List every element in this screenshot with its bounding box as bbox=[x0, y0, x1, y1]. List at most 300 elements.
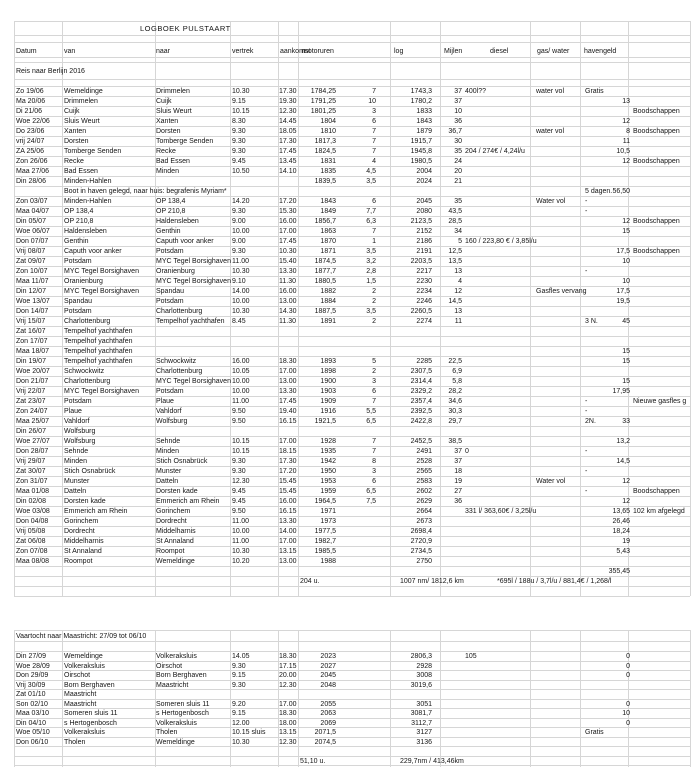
cell-datum: Zon 24/07 bbox=[16, 408, 48, 415]
cell-uren: 3 bbox=[372, 378, 376, 385]
cell-aankomst: 16.00 bbox=[279, 218, 297, 225]
table-row bbox=[14, 247, 690, 257]
cell-naar: Potsdam bbox=[156, 388, 184, 395]
column-header-van: van bbox=[64, 48, 76, 55]
table-row bbox=[14, 407, 690, 417]
cell-uren: 2 bbox=[372, 318, 376, 325]
cell-uren: 7 bbox=[372, 88, 376, 95]
cell-gaswater: Water vol bbox=[536, 478, 566, 485]
cell-motoruren: 1898 bbox=[320, 368, 336, 375]
cell-uren: 6,3 bbox=[366, 218, 376, 225]
cell-log: 2314,4 bbox=[410, 378, 432, 385]
cell-naar: Cuijk bbox=[156, 98, 172, 105]
cell-aankomst: 13.30 bbox=[279, 268, 297, 275]
cell-datum: Zat 30/07 bbox=[16, 468, 46, 475]
cell-aankomst: 20.00 bbox=[279, 672, 297, 679]
cell-vertrek: 12.00 bbox=[232, 719, 250, 727]
cell-vertrek: 14.20 bbox=[232, 198, 250, 205]
table-row bbox=[14, 207, 690, 217]
cell-diesel: 331 l/ 363,60€ / 3,25l/u bbox=[465, 508, 537, 515]
cell-naar: OP 210,8 bbox=[156, 208, 186, 215]
cell-mijlen: 22,5 bbox=[448, 358, 462, 365]
cell-van: Tempelhof yachthafen bbox=[64, 328, 133, 335]
cell-motoruren: 1856,7 bbox=[314, 218, 336, 225]
cell-van: Bad Essen bbox=[64, 168, 98, 175]
summary-row bbox=[14, 577, 690, 587]
cell-havengeld: 12 bbox=[622, 498, 630, 505]
cell-log: 2123,5 bbox=[410, 218, 432, 225]
cell-van: Plaue bbox=[64, 408, 82, 415]
cell-note: 102 km afgelegd bbox=[633, 508, 685, 515]
cell-havengeld: 0 bbox=[626, 700, 630, 708]
cell-aankomst: 18.30 bbox=[279, 653, 297, 660]
cell-motoruren: 1817,3 bbox=[314, 138, 336, 145]
table-row bbox=[14, 377, 690, 387]
cell-log: 2004 bbox=[416, 168, 432, 175]
cell-naar: Charlottenburg bbox=[156, 368, 203, 375]
cell-van: Wemeldinge bbox=[64, 653, 103, 660]
cell-van: Oirschot bbox=[64, 672, 91, 679]
cell-diesel: 0 bbox=[465, 448, 469, 455]
cell-aankomst: 14.45 bbox=[279, 118, 297, 125]
cell-aankomst: 15.40 bbox=[279, 258, 297, 265]
cell-motoruren: 1935 bbox=[320, 448, 336, 455]
cell-datum: Zo 19/06 bbox=[16, 88, 44, 95]
cell-motoruren: 2023 bbox=[320, 653, 336, 660]
table-row bbox=[14, 307, 690, 317]
cell-aankomst: 17.20 bbox=[279, 468, 297, 475]
cell-hgnote: 3 N. bbox=[585, 318, 598, 325]
cell-uren: 4,5 bbox=[366, 168, 376, 175]
cell-aankomst: 13.00 bbox=[279, 378, 297, 385]
cell-datum: Din 04/10 bbox=[16, 719, 46, 727]
cell-van: Boot in haven gelegd, naar huis: begrafenis Myriam* bbox=[64, 188, 227, 195]
cell-motoruren: 1882 bbox=[320, 288, 336, 295]
cell-naar: s Hertogenbosch bbox=[156, 710, 209, 717]
cell-van: Tempelhof yachthafen bbox=[64, 348, 133, 355]
cell-datum: Woe 05/10 bbox=[16, 729, 50, 736]
cell-vertrek: 16.00 bbox=[232, 358, 250, 365]
summary-row bbox=[14, 757, 690, 767]
cell-vertrek: 14.05 bbox=[232, 653, 250, 660]
cell-havengeld: 19,5 bbox=[616, 298, 630, 305]
cell-datum: Maa 25/07 bbox=[16, 418, 50, 425]
cell-naar: Born Berghaven bbox=[156, 672, 207, 679]
cell-datum: Woe 03/08 bbox=[16, 508, 50, 515]
cell-uren: 7 bbox=[372, 138, 376, 145]
cell-mijlen: 5,8 bbox=[452, 378, 462, 385]
cell-aankomst: 16.15 bbox=[279, 418, 297, 425]
cell-naar: Minden bbox=[156, 448, 179, 455]
cell-van: Charlottenburg bbox=[64, 378, 111, 385]
cell-aankomst: 15.45 bbox=[279, 488, 297, 495]
cell-vertrek: 9.45 bbox=[232, 158, 246, 165]
cell-vertrek: 10.00 bbox=[232, 298, 250, 305]
table-row bbox=[14, 267, 690, 277]
table-row bbox=[14, 567, 690, 577]
cell-havengeld: 355,45 bbox=[608, 568, 630, 575]
cell-van: Tempelhof yachthafen bbox=[64, 338, 133, 345]
cell-naar: Tempelhof yachthafen bbox=[156, 318, 225, 325]
cell-naar: Potsdam bbox=[156, 248, 184, 255]
cell-naar: Wemeldinge bbox=[156, 558, 195, 565]
cell-mijlen: 12,5 bbox=[448, 248, 462, 255]
cell-log: 1945,8 bbox=[410, 148, 432, 155]
table-row bbox=[14, 652, 690, 662]
table-row bbox=[14, 397, 690, 407]
cell-uren: 6 bbox=[372, 388, 376, 395]
cell-van: Volkeraksluis bbox=[64, 662, 105, 670]
cell-motoruren: 1928 bbox=[320, 438, 336, 445]
cell-log: 2246 bbox=[416, 298, 432, 305]
cell-uren: 3,5 bbox=[366, 308, 376, 315]
cell-van: Oranienburg bbox=[64, 278, 103, 285]
cell-mijlen: 5 bbox=[458, 238, 462, 245]
cell-motoruren: 1903 bbox=[320, 388, 336, 395]
cell-aankomst: 11.30 bbox=[279, 318, 296, 325]
cell-hgnote: - bbox=[585, 208, 588, 215]
cell-naar: Emmerich am Rhein bbox=[156, 498, 220, 505]
table-row bbox=[14, 87, 690, 97]
cell-vertrek: 8.30 bbox=[232, 118, 246, 125]
cell-havengeld: 10 bbox=[622, 258, 630, 265]
cell-uren: 7,5 bbox=[366, 498, 376, 505]
table-row bbox=[14, 467, 690, 477]
cell-uren: 7 bbox=[372, 148, 376, 155]
cell-havengeld: 12 bbox=[622, 478, 630, 485]
cell-naar: MYC Tegel Borsighaven bbox=[156, 258, 231, 265]
cell-datum: Din 26/07 bbox=[16, 428, 46, 435]
cell-diesel: 105 bbox=[465, 653, 477, 660]
cell-log: 2274 bbox=[416, 318, 432, 325]
cell-naar: Maastricht bbox=[156, 681, 189, 689]
cell-log: 3112,7 bbox=[411, 719, 432, 727]
cell-note: Boodschappen bbox=[633, 218, 680, 225]
blank-row bbox=[14, 747, 690, 757]
cell-uren: 3 bbox=[372, 108, 376, 115]
cell-datum: Maa 27/06 bbox=[16, 168, 50, 175]
cell-vertrek: 8.45 bbox=[232, 318, 246, 325]
cell-naar: Vahldorf bbox=[156, 408, 182, 415]
cell-log: 1780,2 bbox=[410, 98, 432, 105]
cell-motoruren: 1950 bbox=[320, 468, 336, 475]
cell-mijlen: 35 bbox=[454, 148, 462, 155]
gridline bbox=[690, 630, 691, 767]
cell-note: Boodschappen bbox=[633, 128, 680, 135]
cell-aankomst: 17.00 bbox=[279, 438, 297, 445]
cell-log: 2045 bbox=[416, 198, 432, 205]
summary-log: 229,7nm / 413,46km bbox=[400, 757, 464, 765]
cell-motoruren: 1977,5 bbox=[314, 528, 336, 535]
cell-mijlen: 19 bbox=[454, 478, 462, 485]
cell-vertrek: 10.05 bbox=[232, 368, 250, 375]
cell-aankomst: 13.00 bbox=[279, 558, 297, 565]
cell-vertrek: 9.00 bbox=[232, 218, 246, 225]
cell-aankomst: 16.00 bbox=[279, 498, 297, 505]
cell-vertrek: 11.00 bbox=[232, 518, 249, 525]
cell-van: Vahldorf bbox=[64, 418, 90, 425]
cell-datum: Maa 01/08 bbox=[16, 488, 50, 495]
cell-naar: Someren sluis 11 bbox=[156, 700, 210, 708]
cell-havengeld: 10,5 bbox=[616, 148, 630, 155]
cell-van: OP 138,4 bbox=[64, 208, 94, 215]
cell-vertrek: 9.45 bbox=[232, 488, 246, 495]
cell-aankomst: 16.15 bbox=[279, 508, 297, 515]
cell-datum: Maa 04/07 bbox=[16, 208, 50, 215]
cell-mijlen: 13 bbox=[454, 308, 462, 315]
cell-havengeld: 5,43 bbox=[616, 548, 630, 555]
cell-aankomst: 17.45 bbox=[279, 238, 297, 245]
cell-mijlen: 34 bbox=[454, 228, 462, 235]
table-row bbox=[14, 527, 690, 537]
cell-log: 3051 bbox=[416, 700, 432, 708]
cell-motoruren: 1810 bbox=[320, 128, 336, 135]
table-row bbox=[14, 557, 690, 567]
cell-mijlen: 27 bbox=[454, 488, 462, 495]
cell-aankomst: 17.30 bbox=[279, 138, 297, 145]
cell-motoruren: 2074,5 bbox=[314, 738, 336, 746]
cell-log: 2152 bbox=[416, 228, 432, 235]
cell-motoruren: 1824,5 bbox=[314, 148, 336, 155]
cell-aankomst: 17.15 bbox=[279, 662, 297, 670]
cell-mijlen: 20 bbox=[454, 168, 462, 175]
column-header-row bbox=[14, 42, 690, 58]
cell-hgnote: 2N. bbox=[585, 418, 596, 425]
cell-motoruren: 1909 bbox=[320, 398, 336, 405]
cell-naar: Volkeraksluis bbox=[156, 719, 197, 727]
cell-naar: Recke bbox=[156, 148, 176, 155]
table-row bbox=[14, 117, 690, 127]
cell-van: Someren sluis 11 bbox=[64, 710, 118, 717]
table-row bbox=[14, 517, 690, 527]
cell-datum: Din 19/07 bbox=[16, 358, 46, 365]
cell-motoruren: 1900 bbox=[320, 378, 336, 385]
cell-naar: Caputh voor anker bbox=[156, 238, 214, 245]
cell-vertrek: 10.30 bbox=[232, 88, 250, 95]
cell-log: 2452,5 bbox=[410, 438, 432, 445]
table-row bbox=[14, 347, 690, 357]
cell-van: Sluis Weurt bbox=[64, 118, 100, 125]
cell-mijlen: 28,2 bbox=[448, 388, 462, 395]
cell-log: 2565 bbox=[416, 468, 432, 475]
cell-motoruren: 2055 bbox=[320, 700, 336, 708]
cell-log: 1843 bbox=[416, 118, 432, 125]
cell-vertrek: 11.00 bbox=[232, 258, 249, 265]
table-row bbox=[14, 547, 690, 557]
cell-van: Maastricht bbox=[64, 691, 97, 698]
cell-datum: Woe 13/07 bbox=[16, 298, 50, 305]
column-header-aankomst: aankomst bbox=[280, 48, 311, 55]
table-row bbox=[14, 237, 690, 247]
cell-uren: 6,5 bbox=[366, 418, 376, 425]
cell-havengeld: 13 bbox=[622, 98, 630, 105]
cell-log: 2698,4 bbox=[410, 528, 432, 535]
cell-vertrek: 10.15 bbox=[232, 448, 250, 455]
cell-naar: Wemeldinge bbox=[156, 738, 195, 746]
cell-havengeld: 13,65 bbox=[612, 508, 630, 515]
cell-naar: Potsdam bbox=[156, 298, 184, 305]
cell-motoruren: 1953 bbox=[320, 478, 336, 485]
cell-naar: Drimmelen bbox=[156, 88, 190, 95]
table-row bbox=[14, 187, 690, 197]
cell-uren: 6 bbox=[372, 478, 376, 485]
cell-vertrek: 9.15 bbox=[232, 710, 246, 717]
cell-vertrek: 9.50 bbox=[232, 408, 246, 415]
cell-motoruren: 1921,5 bbox=[314, 418, 336, 425]
cell-vertrek: 11.00 bbox=[232, 398, 249, 405]
cell-van: Dorsten bbox=[64, 138, 89, 145]
cell-log: 1879 bbox=[416, 128, 432, 135]
cell-aankomst: 16.00 bbox=[279, 288, 297, 295]
trip2-name: Vaartocht naar Maastricht: 27/09 tot 06/10 bbox=[16, 633, 147, 640]
cell-hgnote: - bbox=[585, 468, 588, 475]
table-row bbox=[14, 107, 690, 117]
cell-havengeld: 10 bbox=[622, 710, 630, 717]
cell-havengeld: 17,5 bbox=[616, 288, 630, 295]
cell-log: 3019,6 bbox=[410, 681, 432, 689]
cell-vertrek: 11.00 bbox=[232, 538, 249, 545]
table-row bbox=[14, 387, 690, 397]
trip2-section bbox=[0, 630, 692, 767]
cell-gaswater: Water vol bbox=[536, 198, 566, 205]
cell-mijlen: 11 bbox=[454, 318, 462, 325]
cell-mijlen: 36,7 bbox=[448, 128, 462, 135]
cell-aankomst: 14.00 bbox=[279, 528, 297, 535]
blank-row bbox=[14, 587, 690, 597]
cell-datum: Din 27/09 bbox=[16, 653, 46, 660]
cell-aankomst: 13.15 bbox=[279, 729, 297, 736]
cell-havengeld: 11 bbox=[622, 138, 630, 145]
cell-datum: Vrij 08/07 bbox=[16, 248, 46, 255]
cell-mijlen: 30,3 bbox=[448, 408, 462, 415]
cell-van: Tholen bbox=[64, 738, 86, 746]
cell-datum: Woe 06/07 bbox=[16, 228, 50, 235]
cell-datum: Don 07/07 bbox=[16, 238, 49, 245]
cell-havengeld: 12 bbox=[622, 118, 630, 125]
table-row bbox=[14, 157, 690, 167]
cell-aankomst: 13.15 bbox=[279, 548, 297, 555]
cell-gaswater: Gasfles vervang bbox=[536, 288, 587, 295]
cell-log: 2186 bbox=[416, 238, 432, 245]
cell-vertrek: 9.20 bbox=[232, 700, 246, 708]
table-row bbox=[14, 147, 690, 157]
table-row bbox=[14, 738, 690, 748]
cell-datum: Don 06/10 bbox=[16, 738, 49, 746]
cell-datum: Woe 20/07 bbox=[16, 368, 50, 375]
cell-motoruren: 1985,5 bbox=[314, 548, 336, 555]
cell-naar: Genthin bbox=[156, 228, 181, 235]
cell-hgnote: - bbox=[585, 268, 588, 275]
cell-naar: Oirschot bbox=[156, 662, 183, 670]
table-row bbox=[14, 227, 690, 237]
cell-log: 2307,5 bbox=[410, 368, 432, 375]
cell-vertrek: 10.30 bbox=[232, 308, 250, 315]
table-row bbox=[14, 537, 690, 547]
table-row bbox=[14, 417, 690, 427]
cell-van: Dordrecht bbox=[64, 528, 95, 535]
cell-log: 2357,4 bbox=[410, 398, 432, 405]
cell-havengeld: 13,2 bbox=[616, 438, 630, 445]
cell-motoruren: 1971 bbox=[320, 508, 336, 515]
cell-log: 2928 bbox=[416, 662, 432, 670]
table-row bbox=[14, 477, 690, 487]
cell-datum: Zat 09/07 bbox=[16, 258, 46, 265]
cell-naar: Dordrecht bbox=[156, 518, 187, 525]
cell-mijlen: 13 bbox=[454, 268, 462, 275]
cell-uren: 8 bbox=[372, 458, 376, 465]
cell-van: Tempelhof yachthafen bbox=[64, 358, 133, 365]
cell-log: 3081,7 bbox=[410, 710, 432, 717]
cell-hgnote: - bbox=[585, 198, 588, 205]
cell-aankomst: 18.00 bbox=[279, 719, 297, 727]
cell-log: 2673 bbox=[416, 518, 432, 525]
cell-datum: Vrij 05/08 bbox=[16, 528, 46, 535]
cell-datum: Zon 26/06 bbox=[16, 158, 48, 165]
table-row bbox=[14, 337, 690, 347]
cell-naar: Bad Essen bbox=[156, 158, 190, 165]
cell-aankomst: 14.30 bbox=[279, 308, 297, 315]
cell-vertrek: 9.50 bbox=[232, 508, 246, 515]
table-row bbox=[14, 287, 690, 297]
cell-havengeld: 15 bbox=[622, 378, 630, 385]
cell-van: s Hertogenbosch bbox=[64, 719, 117, 727]
cell-van: Sehnde bbox=[64, 448, 89, 455]
table-row bbox=[14, 367, 690, 377]
cell-van: Recke bbox=[64, 158, 84, 165]
cell-datum: vrij 24/07 bbox=[16, 138, 45, 145]
cell-van: Munster bbox=[64, 478, 90, 485]
table-row bbox=[14, 497, 690, 507]
cell-naar: Stich Osnabrück bbox=[156, 458, 208, 465]
cell-uren: 6 bbox=[372, 198, 376, 205]
cell-van: Minden-Hahlen bbox=[64, 198, 112, 205]
cell-motoruren: 1982,7 bbox=[314, 538, 336, 545]
cell-uren: 5,5 bbox=[366, 408, 376, 415]
cell-datum: Vrij 30/09 bbox=[16, 681, 46, 689]
cell-vertrek: 9.30 bbox=[232, 662, 246, 670]
cell-datum: Vrij 29/07 bbox=[16, 458, 46, 465]
column-header-diesel: diesel bbox=[490, 48, 509, 55]
cell-van: MYC Tegel Borsighaven bbox=[64, 268, 139, 275]
cell-mijlen: 37 bbox=[454, 458, 462, 465]
table-row bbox=[14, 277, 690, 287]
cell-aankomst: 17.45 bbox=[279, 398, 297, 405]
table-row bbox=[14, 709, 690, 719]
cell-van: Roompot bbox=[64, 558, 93, 565]
trip1-name: Reis naar Berlijn 2016 bbox=[16, 68, 85, 75]
table-row bbox=[14, 127, 690, 137]
cell-motoruren: 2045 bbox=[320, 672, 336, 679]
table-row bbox=[14, 217, 690, 227]
cell-datum: Maa 11/07 bbox=[16, 278, 49, 285]
summary-motoruren: 204 u. bbox=[300, 578, 320, 585]
cell-log: 2422,8 bbox=[410, 418, 432, 425]
cell-vertrek: 10.15 sluis bbox=[232, 729, 266, 736]
cell-motoruren: 1843 bbox=[320, 198, 336, 205]
cell-uren: 2 bbox=[372, 288, 376, 295]
cell-van: Volkeraksluis bbox=[64, 729, 105, 736]
cell-datum: Zat 23/07 bbox=[16, 398, 46, 405]
cell-mijlen: 14,5 bbox=[448, 298, 462, 305]
cell-mijlen: 37 bbox=[454, 88, 462, 95]
cell-note: Nieuwe gasfles g bbox=[633, 398, 687, 405]
cell-motoruren: 1871 bbox=[320, 248, 336, 255]
cell-datum: Don 21/07 bbox=[16, 378, 49, 385]
cell-log: 2720,9 bbox=[410, 538, 432, 545]
cell-motoruren: 2063 bbox=[320, 710, 336, 717]
cell-vertrek: 9.45 bbox=[232, 498, 246, 505]
cell-datum: Din 28/06 bbox=[16, 178, 46, 185]
